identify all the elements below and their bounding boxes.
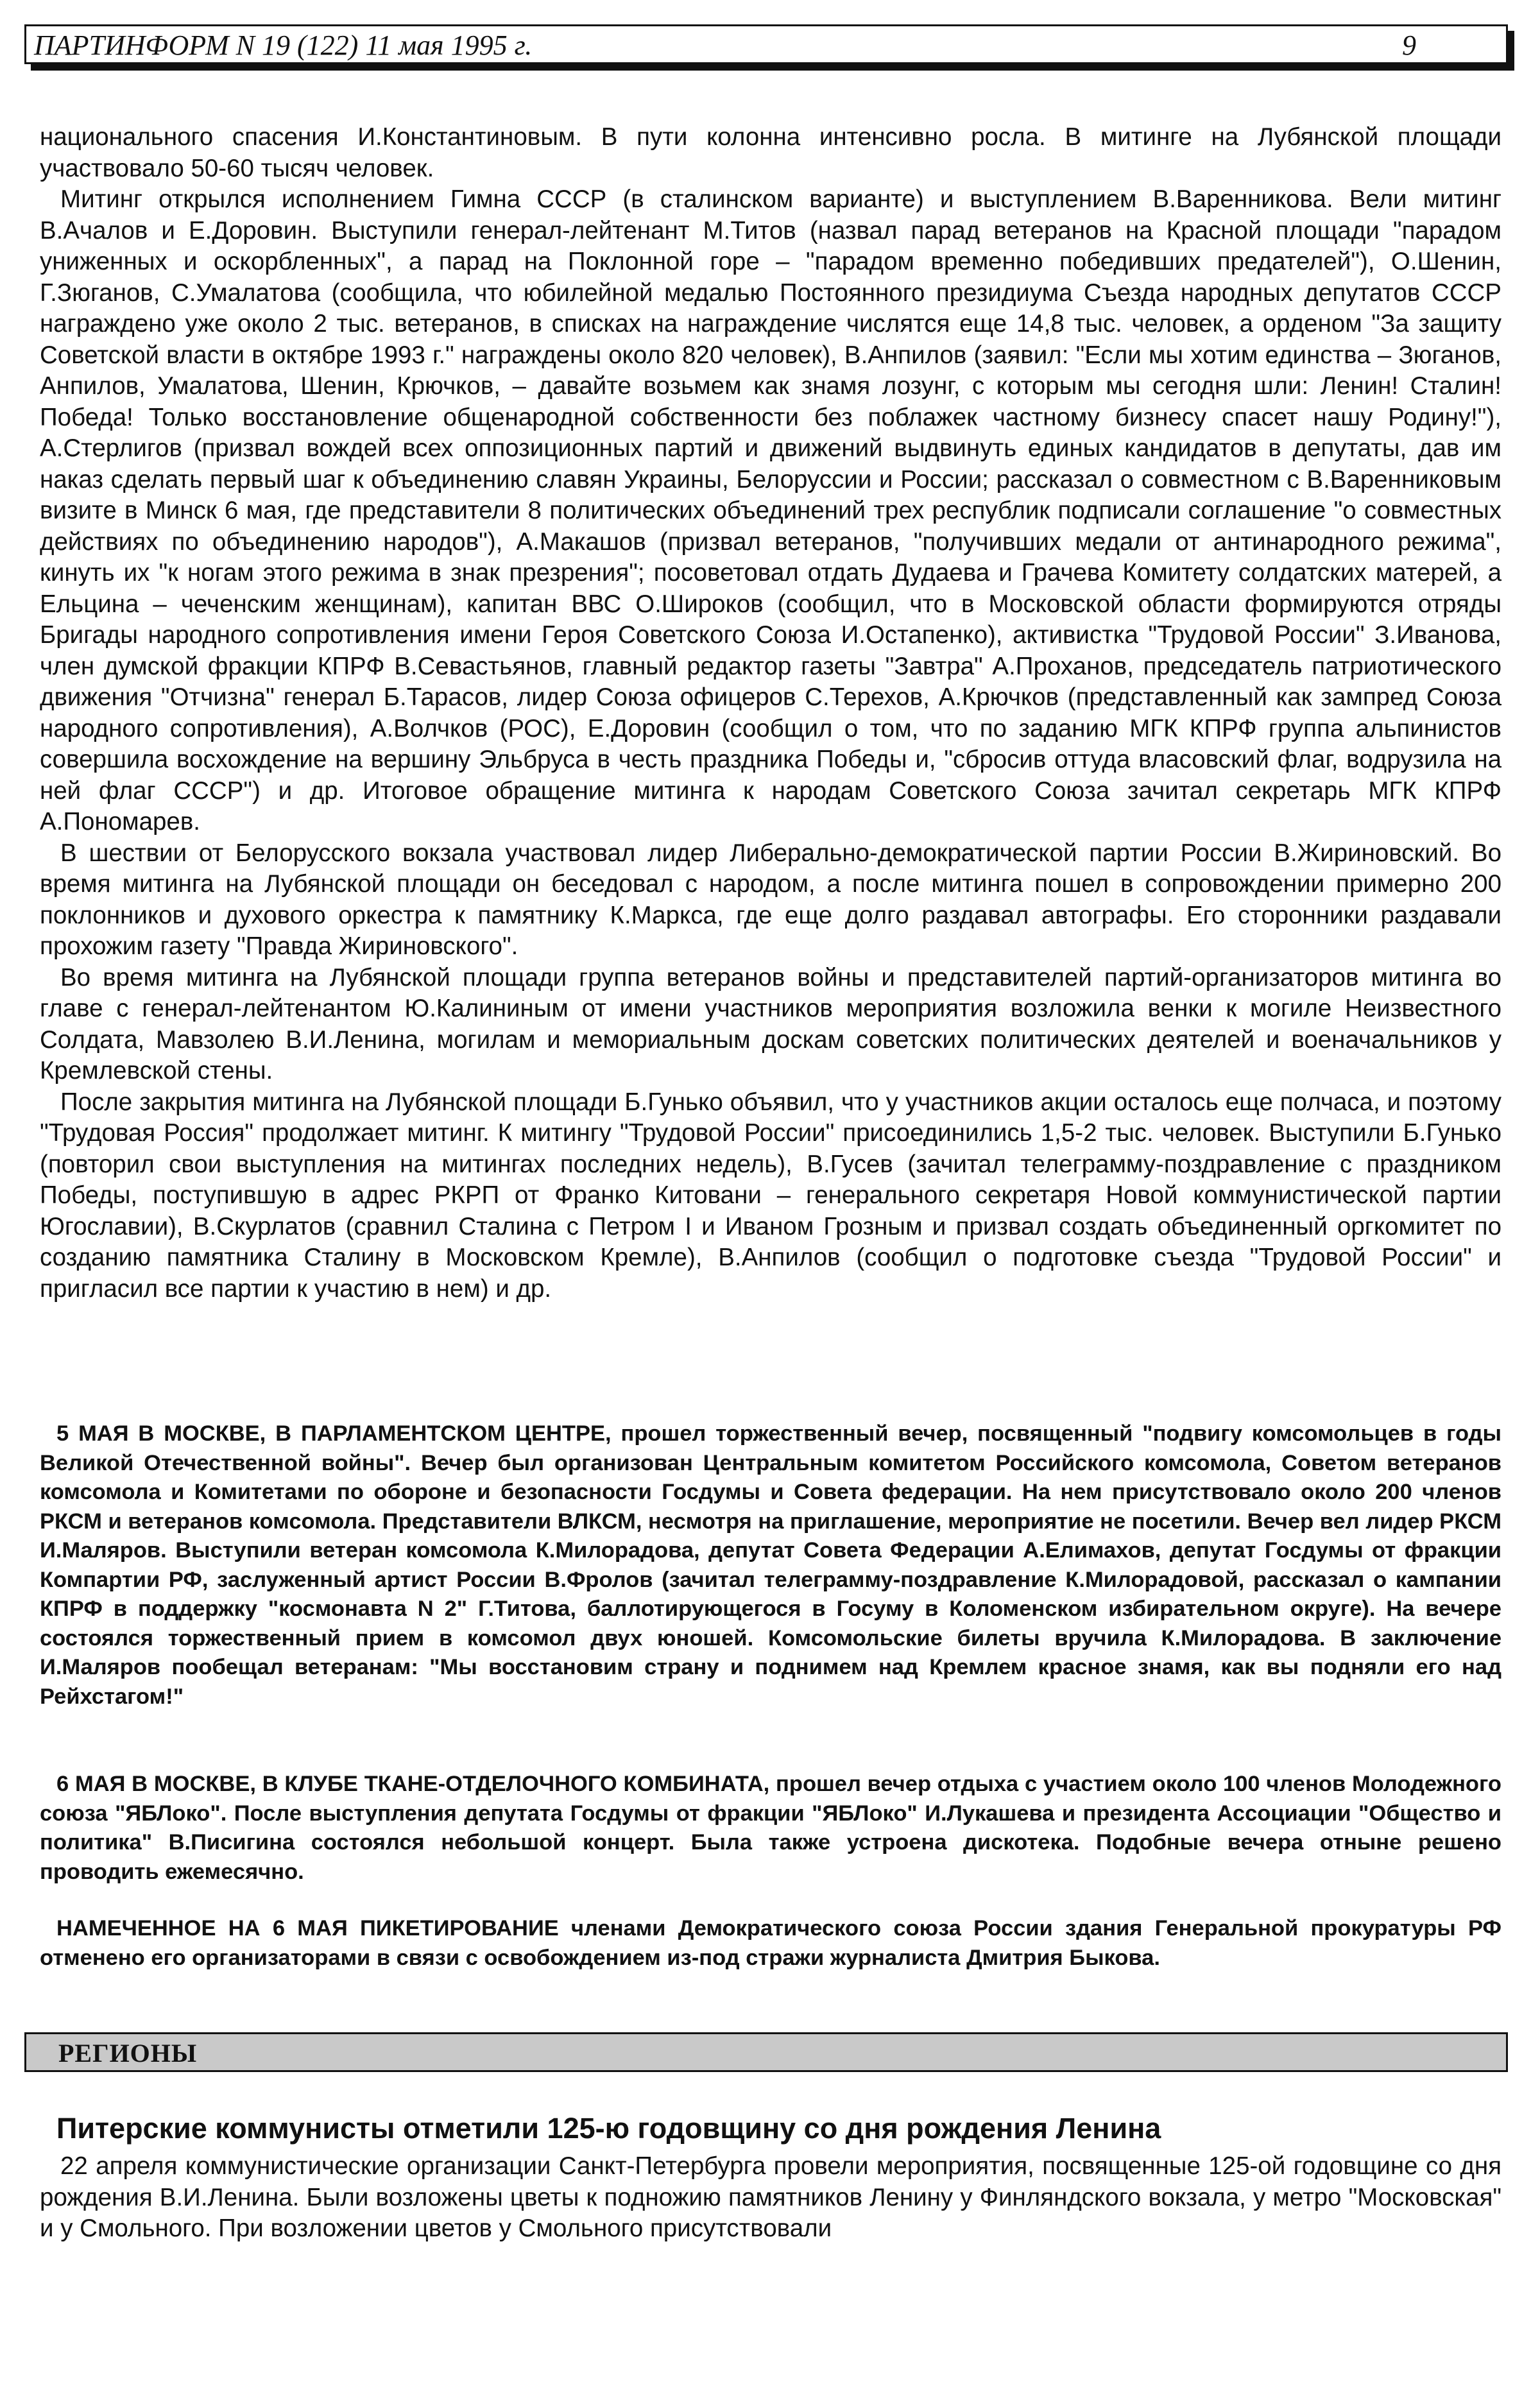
body-paragraph: Во время митинга на Лубянской площади группа ветеранов войны и представителей партий-организаторов митинга во главе с генерал-лейтенантом Ю.Калининым от имени участников мероприятия возложила венки к могиле Неизвестного Солдата, Мавзолею В.И.Ленина, могилам и мемориальным доскам советских политических деятелей и военачальников у Кремлевской стены.: [40, 963, 1502, 1084]
body-paragraph: После закрытия митинга на Лубянской площади Б.Гунько объявил, что у участников акции осталось еще полчаса, и поэтому "Трудовая Россия" продолжает митинг. К митингу "Трудовой России" присоединились 1,5-2 тыс. человек. Выступили Б.Гунько (повторил свои выступления на митингах последних недель), В.Гусев (зачитал телеграмму-поздравление с праздником Победы, поступившую в адрес РКРП от Франко Китовани – генерального секретаря Новой коммунистической партии Югославии), В.Скурлатов (сравнил Сталина с Петром I и Иваном Грозным и призвал создать объединенный оргкомитет по созданию памятника Сталину в Московском Кремле), В.Анпилов (сообщил о подготовке съезда "Трудовой России" и пригласил все партии к участию в нем) и др.: [40, 1088, 1502, 1303]
body-paragraph: Митинг открылся исполнением Гимна СССР (в сталинском варианте) и выступлением В.Варенникова. Вели митинг В.Ачалов и Е.Доровин. Выступили генерал-лейтенант М.Титов (назвал парад ветеранов на Красной площади "парадом униженных и оскорбленных", а парад на Поклонной горе – "парадом временно победивших предателей"), О.Шенин, Г.Зюганов, С.Умалатова (сообщила, что юбилейной медалью Постоянного президиума Съезда народных депутатов СССР награждено уже около 2 тыс. ветеранов, в списках на награждение числятся еще 14,8 тыс. человек, а орденом "За защиту Советской власти в октябре 1993 г." награждены около 820 человек), В.Анпилов (заявил: "Если мы хотим единства – Зюганов, Анпилов, Умалатова, Шенин, Крючков, – давайте возьмем как знамя лозунг, с которым мы сегодня шли: Ленин! Сталин! Победа! Только восстановление общенародной собственности без поблажек частному бизнесу спасет нашу Родину!"), А.Стерлигов (призвал вождей всех оппозиционных партий и движений выдвинуть единых кандидатов в депутаты, дав им наказ сделать первый шаг к объединению славян Украины, Белоруссии и России; рассказал о совместном с В.Варенниковым визите в Минск 6 мая, где представители 8 политических объединений трех республик подписали соглашение "о совместных действиях по объединению народов"), А.Макашов (призвал ветеранов, "получивших медали от антинародного режима", кинуть их "к ногам этого режима в знак презрения"; посоветовал отдать Дудаева и Грачева Комитету солдатских матерей, а Ельцина – чеченским женщинам), капитан ВВС О.Широков (сообщил, что в Московской области формируются отряды Бригады народного сопротивления имени Героя Советского Союза И.Остапенко), активистка "Трудовой России" З.Иванова, член думской фракции КПРФ В.Севастьянов, главный редактор газеты "Завтра" А.Проханов, председатель патриотического движения "Отчизна" генерал Б.Тарасов, лидер Союза офицеров С.Терехов, А.Крючков (представленный как зампред Союза народного сопротивления), А.Волчков (РОС), Е.Доровин (сообщил о том, что по заданию МГК КПРФ группа альпинистов совершила восхождение на вершину Эльбруса в честь праздника Победы и, "сбросив оттуда власовский флаг, водрузила на ней флаг СССР") и др. Итоговое обращение митинга к народам Советского Союза зачитал секретарь МГК КПРФ А.Пономарев.: [40, 185, 1502, 835]
section-title: РЕГИОНЫ: [58, 2039, 198, 2068]
page-number: 9: [1402, 30, 1416, 61]
news-item-text: 6 МАЯ В МОСКВЕ, В КЛУБЕ ТКАНЕ-ОТДЕЛОЧНОГО КОМБИНАТА, прошел вечер отдыха с участием около 100 членов Молодежного союза "ЯБЛоко". После выступления депутата Госдумы от фракции "ЯБЛоко" И.Лукашева и президента Ассоциации "Общество и политика" В.Писигина состоялся небольшой концерт. Была также устроена дискотека. Подобные вечера отныне решено проводить ежемесячно.: [40, 1772, 1502, 1884]
page-header: [24, 24, 1508, 64]
publication-title: ПАРТИНФОРМ N 19 (122) 11 мая 1995 г.: [34, 30, 533, 61]
news-item-text: 5 МАЯ В МОСКВЕ, В ПАРЛАМЕНТСКОМ ЦЕНТРЕ, прошел торжественный вечер, посвященный "подвигу комсомольцев в годы Великой Отечественной войны". Вечер был организован Центральным комитетом Российского комсомола, Советом ветеранов комсомола и Комитетами по обороне и безопасности Госдумы и Совета федерации. На нем присутствовало около 200 членов РКСМ и ветеранов комсомола. Представители ВЛКСМ, несмотря на приглашение, мероприятие не посетили. Вечер вел лидер РКСМ И.Маляров. Выступили ветеран комсомола К.Милорадова, депутат Совета Федерации А.Елимахов, депутат Госдумы от фракции Компартии РФ, заслуженный артист России В.Фролов (зачитал телеграмму-поздравление К.Милорадовой, рассказал о кампании КПРФ в поддержку "космонавта N 2" Г.Титова, баллотирующегося в Госуму в Коломенском избирательном округе). На вечере состоялся торжественный прием в комсомол двух юношей. Комсомольские билеты вручила К.Милорадова. В заключение И.Маляров пообещал ветеранам: "Мы восстановим страну и поднимем над Кремлем красное знамя, как вы подняли его над Рейхстагом!": [40, 1421, 1502, 1709]
news-item: [40, 1914, 1502, 1973]
body-paragraph: национального спасения И.Константиновым. В пути колонна интенсивно росла. В митинге на Лубянской площади участвовало 50-60 тысяч человек.: [40, 123, 1502, 182]
body-paragraph: В шествии от Белорусского вокзала участвовал лидер Либерально-демократической партии России В.Жириновский. Во время митинга на Лубянской площади он беседовал с народом, а после митинга пошел в сопровождении примерно 200 поклонников и духового оркестра к памятнику К.Маркса, где еще долго раздавал автографы. Его сторонники раздавали прохожим газету "Правда Жириновского".: [40, 839, 1502, 960]
news-item-text: НАМЕЧЕННОЕ НА 6 МАЯ ПИКЕТИРОВАНИЕ членами Демократического союза России здания Генеральной прокуратуры РФ отменено его организаторами в связи с освобождением из-под стражи журналиста Дмитрия Быкова.: [40, 1916, 1502, 1970]
section-header: [24, 2032, 1508, 2072]
regional-article-body: [40, 2151, 1502, 2245]
main-article-body: [40, 122, 1502, 1305]
article-headline: Питерские коммунисты отметили 125-ю годовщину со дня рождения Ленина: [56, 2112, 1161, 2145]
news-item: [40, 1419, 1502, 1711]
article-paragraph: 22 апреля коммунистические организации Санкт-Петербурга провели мероприятия, посвященные 125-ой годовщине со дня рождения В.И.Ленина. Были возложены цветы к подножию памятников Ленину у Финляндского вокзала, у метро "Московская" и у Смольного. При возложении цветов у Смольного присутствовали: [40, 2152, 1502, 2242]
news-item: [40, 1770, 1502, 1887]
